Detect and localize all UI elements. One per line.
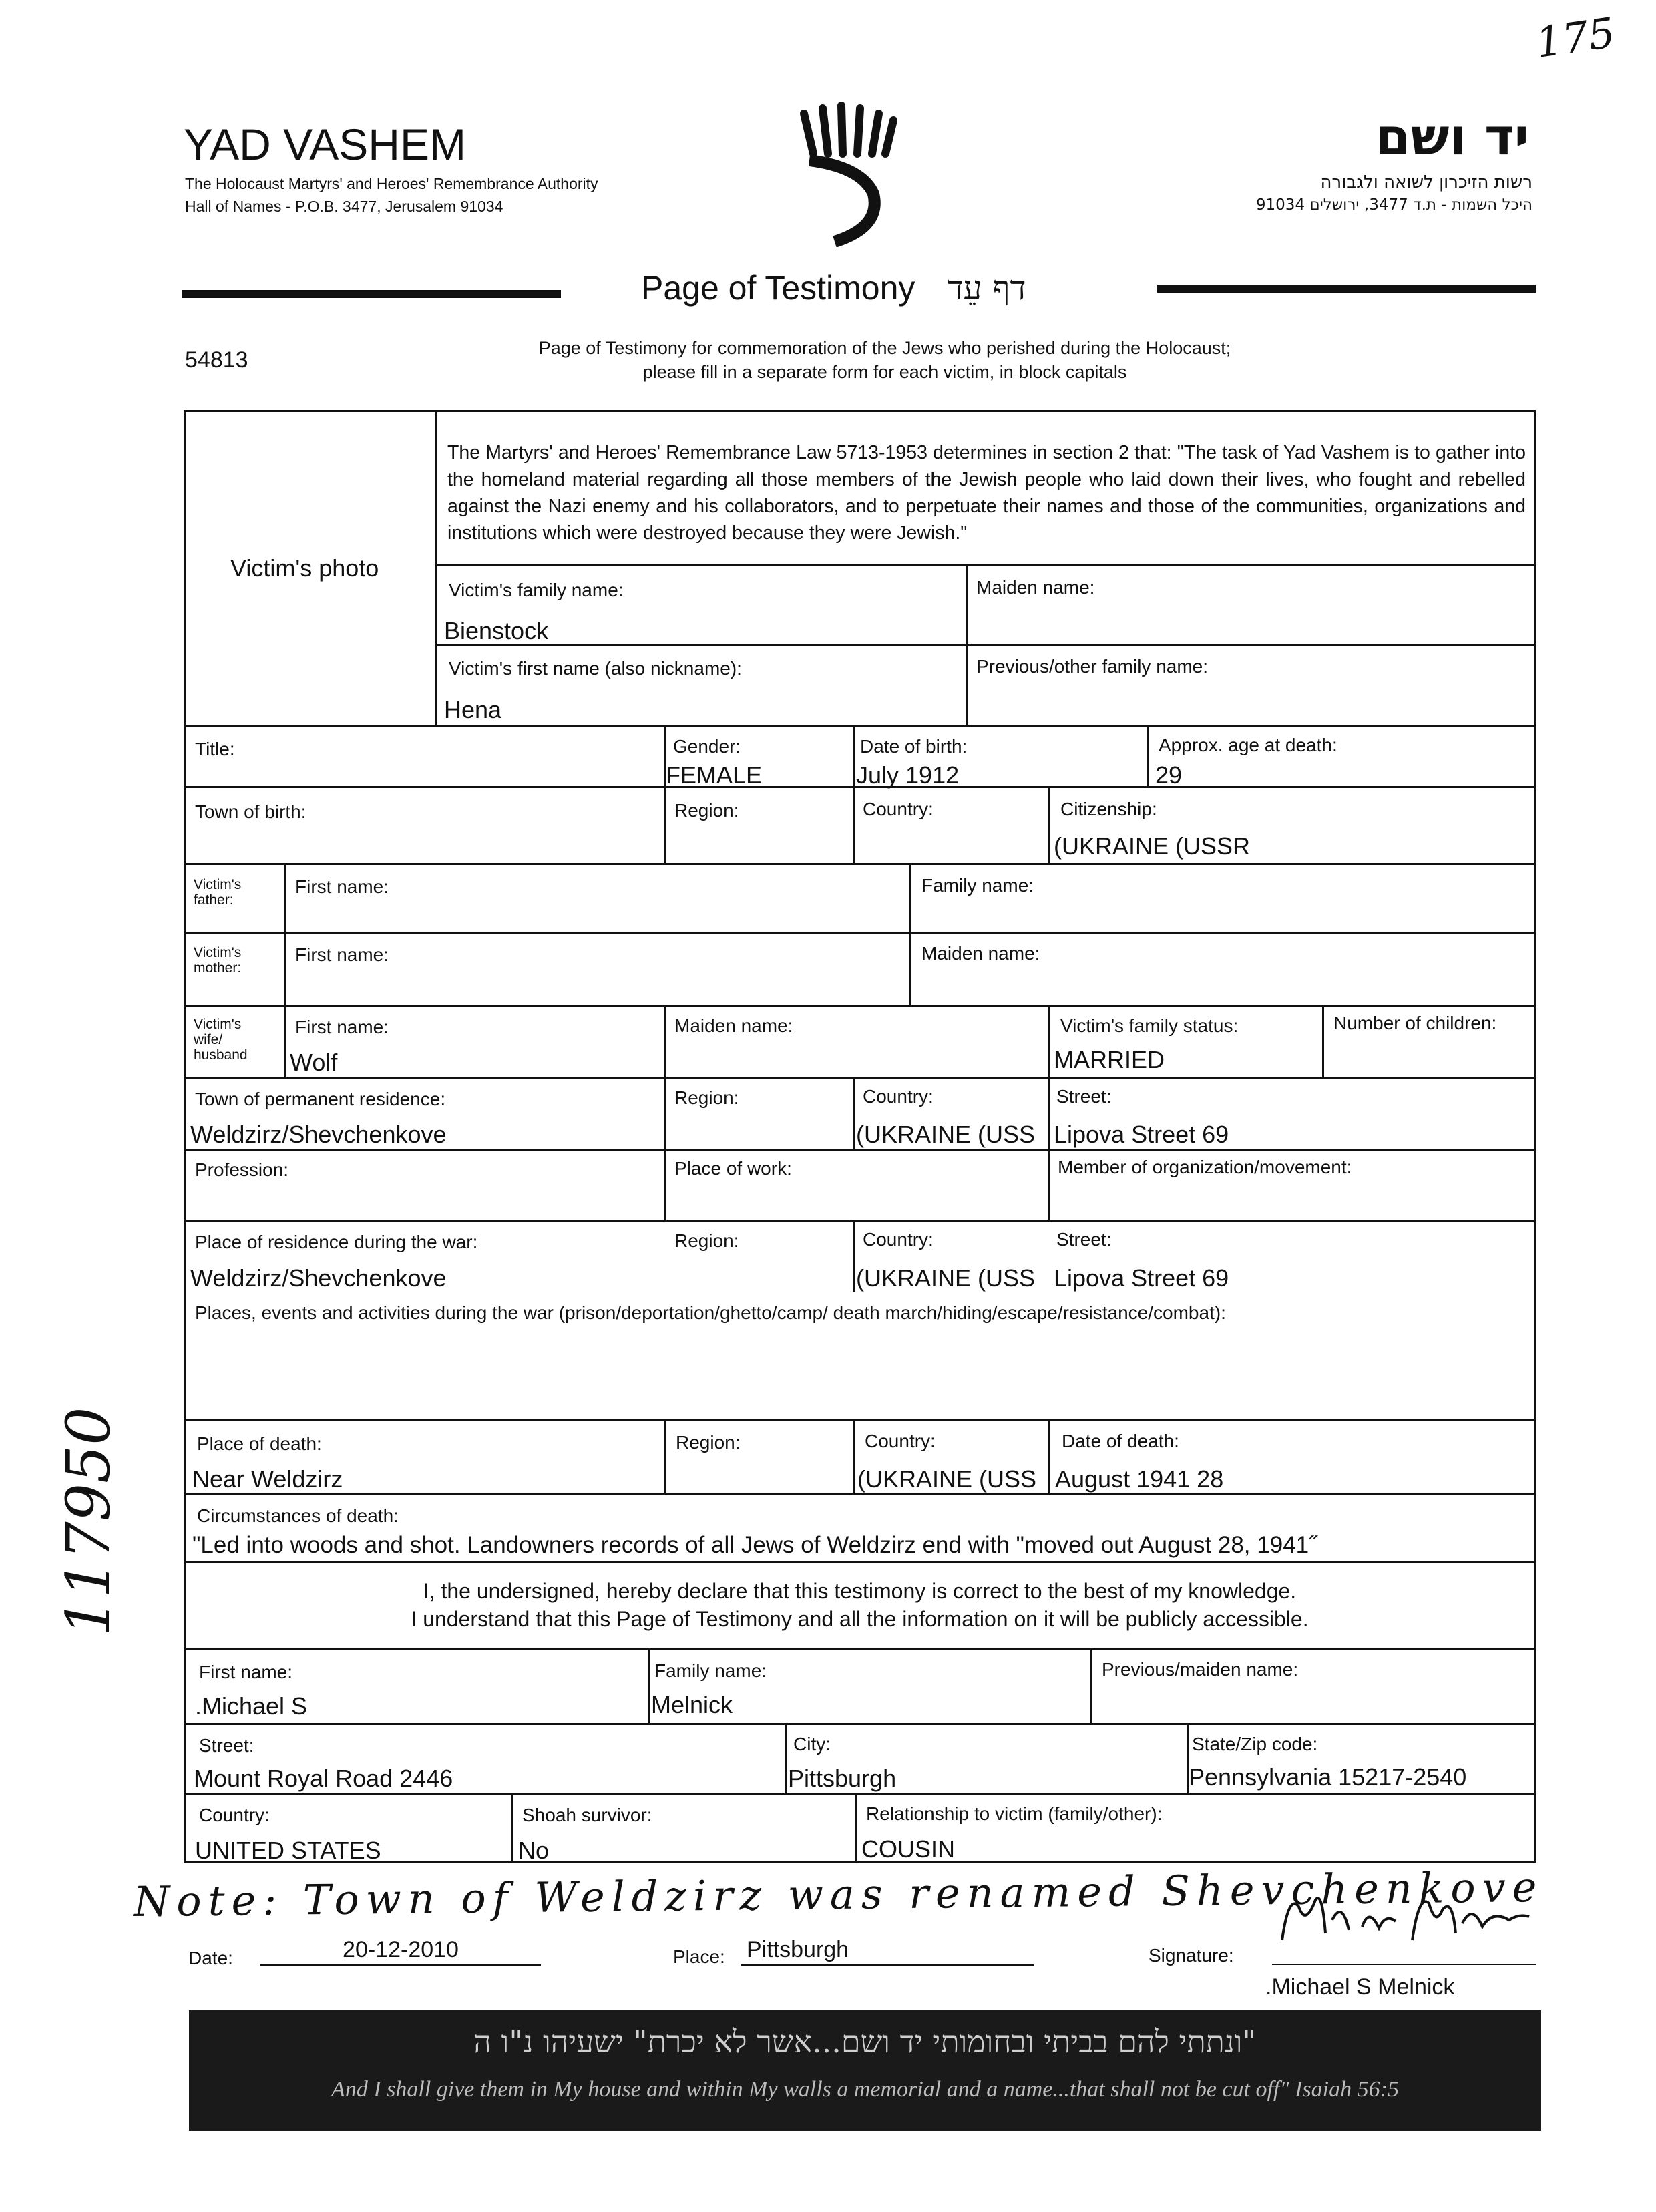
rule: [184, 932, 1536, 934]
submitter-first-name-field[interactable]: .Michael S: [195, 1692, 308, 1720]
country-of-birth-label: Country:: [863, 799, 934, 819]
signature-line: [1272, 1964, 1536, 1965]
instructions-line-1: Page of Testimony for commemoration of the Jews who perished during the Holocaust;: [538, 338, 1231, 358]
title-rule-left: [182, 290, 561, 298]
submitter-street-field[interactable]: Mount Royal Road 2446: [194, 1765, 453, 1792]
residence-country-label: Country:: [863, 1086, 934, 1107]
rule: [664, 1005, 666, 1220]
place-of-death-label: Place of death:: [197, 1433, 322, 1454]
rule: [853, 1220, 855, 1292]
spouse-side-label: Victim's wife/ husband: [194, 1017, 248, 1063]
victim-family-name[interactable]: Bienstock: [444, 617, 549, 644]
rule: [437, 564, 1536, 566]
age-at-death-label: Approx. age at death:: [1159, 735, 1337, 755]
rule: [437, 644, 1536, 646]
rule: [184, 1077, 1536, 1079]
rule: [435, 410, 437, 725]
rule: [648, 1648, 650, 1723]
previous-family-name-label: Previous/other family name:: [976, 656, 1209, 677]
rule: [853, 1419, 855, 1493]
age-at-death-field[interactable]: 29: [1155, 761, 1183, 789]
submitter-previous-name-label: Previous/maiden name:: [1102, 1659, 1299, 1680]
date-of-death-field[interactable]: August 1941 28: [1055, 1465, 1224, 1493]
submitter-state-field[interactable]: Pennsylvania 15217-2540: [1189, 1763, 1467, 1791]
town-of-birth-label: Town of birth:: [195, 801, 306, 822]
profession-label: Profession:: [195, 1159, 289, 1180]
shoah-survivor-field[interactable]: No: [518, 1837, 550, 1864]
war-residence-field[interactable]: Weldzirz/Shevchenkove: [190, 1264, 447, 1292]
rule: [184, 1723, 1536, 1725]
gender-field[interactable]: FEMALE: [666, 761, 763, 789]
war-street-field[interactable]: Lipova Street 69: [1054, 1264, 1229, 1292]
place-of-work-label: Place of work:: [674, 1158, 792, 1179]
rule: [853, 1077, 855, 1149]
victim-photo-label: Victim's photo: [230, 554, 379, 582]
death-country-label: Country:: [865, 1431, 936, 1451]
page-title-hebrew: דף עֵד: [947, 268, 1026, 307]
margin-handwritten-number: 117950: [53, 1407, 124, 1636]
title-rule-right: [1157, 285, 1536, 293]
handwritten-note: Note: Town of Weldzirz was renamed Shevchenkove: [133, 1862, 1544, 1927]
yad-vashem-logo: [795, 100, 901, 247]
number-of-children-label: Number of children:: [1333, 1012, 1497, 1033]
footer-hebrew-quote: "ונתתי להם בביתי ובחומותי יד ושם...אשר לא יכרת" ישעיהו נ"ו ה: [473, 2024, 1257, 2060]
org-subtitle: The Holocaust Martyrs' and Heroes' Remembrance Authority: [185, 175, 598, 192]
submitter-city-label: City:: [793, 1734, 831, 1755]
victim-first-name-label: Victim's first name (also nickname):: [449, 658, 742, 679]
rule: [966, 564, 968, 725]
submitter-country-label: Country:: [199, 1805, 270, 1825]
submitter-first-name-label: First name:: [199, 1662, 293, 1682]
rule: [511, 1793, 513, 1863]
org-address: Hall of Names - P.O.B. 3477, Jerusalem 91034: [185, 198, 503, 215]
submitter-street-label: Street:: [199, 1735, 254, 1756]
law-text: The Martyrs' and Heroes' Remembrance Law 5713-1953 determines in section 2 that: "The task of Yad Vashem is to gather into the homeland material regarding all those members of the Jewish people who laid down their lives, who fought and rebelled against the Nazi enemy and his collaborators, and to perpetuate their names and those of the communities, organizations and institutions which were destroyed because they were Jewish.": [447, 442, 1526, 544]
organization-membership-label: Member of organization/movement:: [1058, 1157, 1352, 1177]
hebrew-org-name: יד ושם: [1375, 107, 1529, 166]
submitter-country-field[interactable]: UNITED STATES: [195, 1837, 381, 1864]
circumstances-label: Circumstances of death:: [197, 1505, 399, 1526]
residence-region-label: Region:: [674, 1087, 739, 1108]
victim-family-name-label: Victim's family name:: [449, 580, 624, 600]
gender-label: Gender:: [673, 736, 741, 757]
rule: [909, 863, 911, 1005]
submitter-family-name-label: Family name:: [654, 1660, 767, 1681]
father-family-name-label: Family name:: [921, 875, 1034, 896]
page-title-english: Page of Testimony: [641, 269, 915, 307]
date-label: Date:: [188, 1948, 233, 1968]
date-of-birth-field[interactable]: July 1912: [856, 761, 960, 789]
residence-country-field[interactable]: (UKRAINE (USS: [856, 1121, 1036, 1148]
form-number: 54813: [185, 347, 248, 373]
war-street-label: Street:: [1056, 1229, 1112, 1250]
spouse-maiden-name-label: Maiden name:: [674, 1015, 793, 1036]
place-label: Place:: [673, 1946, 725, 1967]
residence-street-label: Street:: [1056, 1086, 1112, 1107]
submitter-state-label: State/Zip code:: [1192, 1734, 1318, 1755]
family-status-label: Victim's family status:: [1060, 1015, 1239, 1036]
rule: [785, 1723, 787, 1793]
rule: [1322, 1005, 1324, 1077]
rule: [184, 1561, 1536, 1563]
rule: [184, 1648, 1536, 1650]
war-country-label: Country:: [863, 1229, 934, 1250]
rule: [1147, 725, 1149, 786]
rule: [1048, 1005, 1050, 1220]
rule: [1048, 786, 1050, 863]
war-country-field[interactable]: (UKRAINE (USS: [856, 1264, 1036, 1292]
date-of-birth-label: Date of birth:: [860, 736, 968, 757]
relationship-label: Relationship to victim (family/other):: [866, 1803, 1163, 1824]
region-of-birth-label: Region:: [674, 800, 739, 821]
residence-street-field[interactable]: Lipova Street 69: [1054, 1121, 1229, 1148]
footer-english-quote: And I shall give them in My house and within My walls a memorial and a name...that shall not be cut off" Isaiah 56:5: [331, 2077, 1399, 2102]
date-of-death-label: Date of death:: [1062, 1431, 1179, 1451]
permanent-residence-field[interactable]: Weldzirz/Shevchenkove: [190, 1121, 447, 1148]
signature-label: Signature:: [1149, 1945, 1234, 1966]
corner-handwritten-number: 175: [1532, 8, 1618, 67]
org-name: YAD VASHEM: [184, 120, 466, 169]
citizenship-field[interactable]: (UKRAINE (USSR: [1054, 832, 1251, 860]
rule: [184, 1220, 1536, 1222]
submitter-city-field[interactable]: Pittsburgh: [788, 1765, 897, 1792]
instructions-line-2: please fill in a separate form for each victim, in block capitals: [642, 362, 1127, 382]
rule: [664, 725, 666, 863]
circumstances-field[interactable]: "Led into woods and shot. Landowners records of all Jews of Weldzirz end with "moved out August 28, 1941˝: [192, 1532, 1317, 1558]
rule: [284, 863, 286, 1077]
spouse-first-name-label: First name:: [295, 1017, 389, 1037]
rule: [184, 1149, 1536, 1151]
mother-side-label: Victim's mother:: [194, 945, 242, 976]
rule: [184, 863, 1536, 865]
signoff-date-field[interactable]: 20-12-2010: [260, 1937, 541, 1966]
mother-first-name-label: First name:: [295, 944, 389, 965]
maiden-name-label: Maiden name:: [976, 577, 1095, 598]
war-residence-label: Place of residence during the war:: [195, 1232, 478, 1252]
declaration-line-2: I understand that this Page of Testimony and all the information on it will be publicly accessible.: [411, 1607, 1309, 1631]
rule: [1090, 1648, 1092, 1723]
war-activities-label: Places, events and activities during the war (prison/deportation/ghetto/camp/ death march/hiding/escape/resistance/combat):: [195, 1302, 1226, 1323]
page-title: [641, 268, 1026, 307]
submitter-family-name-field[interactable]: Melnick: [651, 1691, 733, 1718]
place-of-death-field[interactable]: Near Weldzirz: [192, 1465, 343, 1493]
signature-name: .Michael S Melnick: [1265, 1974, 1455, 2000]
relationship-field[interactable]: COUSIN: [861, 1835, 956, 1863]
family-status-field[interactable]: MARRIED: [1054, 1046, 1165, 1073]
rule: [664, 1419, 666, 1493]
declaration-line-1: I, the undersigned, hereby declare that this testimony is correct to the best of my knowledge.: [423, 1579, 1297, 1603]
rule: [184, 725, 1536, 727]
rule: [853, 725, 855, 863]
victim-first-name[interactable]: Hena: [444, 696, 502, 723]
citizenship-label: Citizenship:: [1060, 799, 1157, 819]
rule: [855, 1793, 857, 1863]
rule: [184, 1005, 1536, 1007]
hebrew-address: היכל השמות - ת.ד 3477, ירושלים 91034: [1255, 196, 1532, 214]
shoah-survivor-label: Shoah survivor:: [522, 1805, 652, 1825]
father-side-label: Victim's father:: [194, 877, 242, 908]
mother-maiden-name-label: Maiden name:: [921, 943, 1040, 964]
rule: [184, 1793, 1536, 1795]
death-region-label: Region:: [676, 1432, 741, 1453]
signoff-place-field[interactable]: Pittsburgh: [741, 1937, 1034, 1966]
signature-scrawl: [1269, 1880, 1536, 1954]
death-country-field[interactable]: (UKRAINE (USS: [857, 1465, 1037, 1493]
permanent-residence-label: Town of permanent residence:: [195, 1089, 446, 1109]
father-first-name-label: First name:: [295, 876, 389, 897]
hebrew-subtitle: רשות הזיכרון לשואה ולגבורה: [1320, 172, 1532, 192]
war-region-label: Region:: [674, 1230, 739, 1251]
rule: [184, 1419, 1536, 1421]
spouse-first-name-field[interactable]: Wolf: [290, 1049, 338, 1076]
title-label: Title:: [195, 739, 235, 759]
footer-banner: [189, 2010, 1541, 2131]
